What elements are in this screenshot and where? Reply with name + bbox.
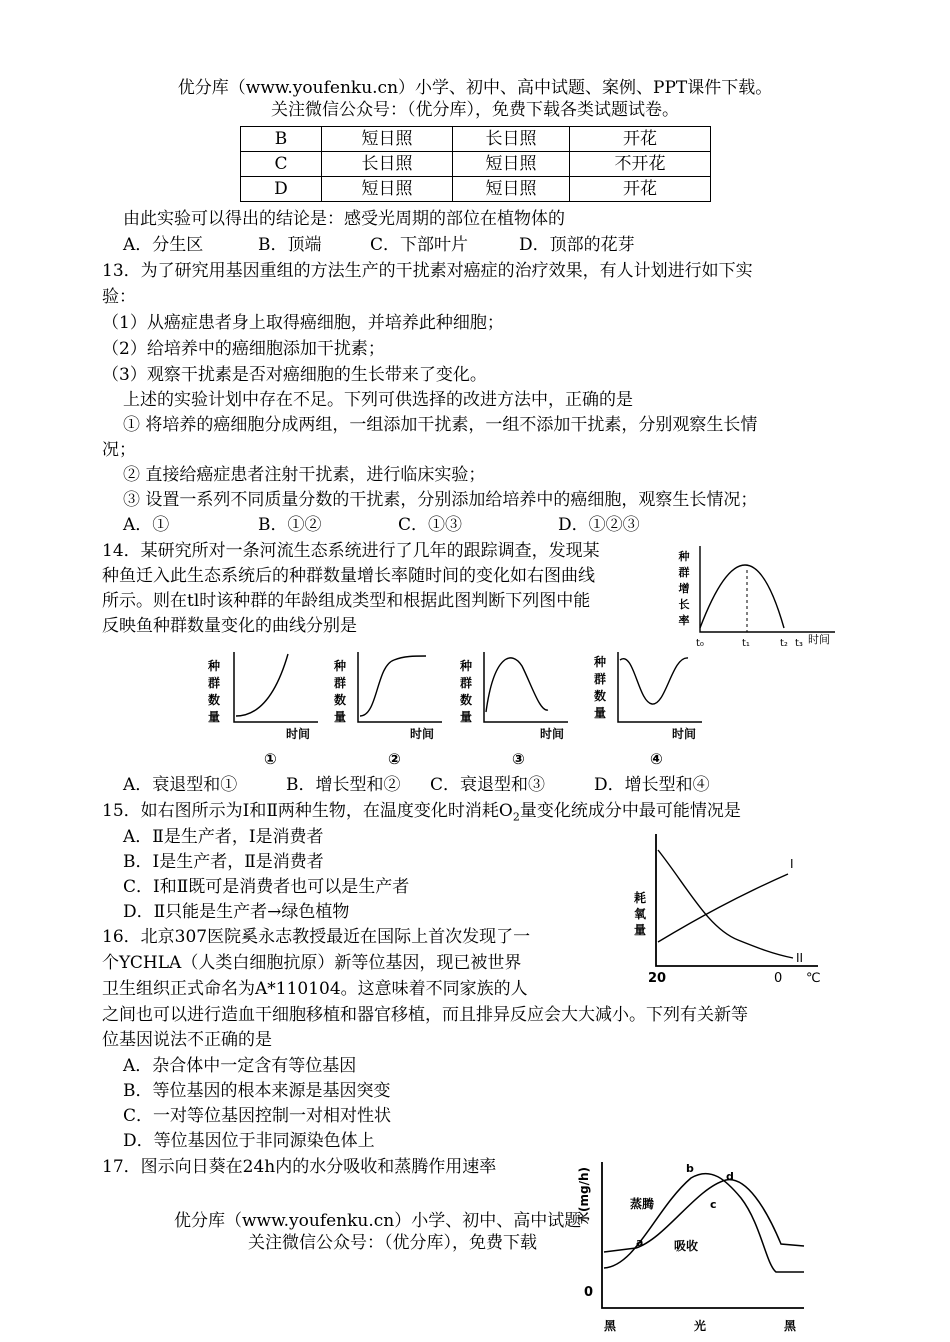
q13-option-b: B．①②: [258, 515, 322, 535]
pop-ylabel-char: 群: [333, 676, 347, 690]
q16-option-a: A．杂合体中一定含有等位基因: [123, 1056, 357, 1076]
q16-option-c: C．一对等位基因控制一对相对性状: [123, 1106, 392, 1126]
water-zero: 0: [584, 1285, 594, 1300]
rate-ylabel-char: 长: [678, 598, 690, 611]
header-line-1: 优分库（www.youfenku.cn）小学、初中、高中试题、案例、PPT课件下载。: [177, 78, 773, 98]
q12-option-d: D．顶部的花芽: [519, 235, 635, 255]
q16-option-b: B．等位基因的根本来源是基因突变: [123, 1081, 391, 1101]
pop-ylabel-char: 量: [459, 710, 473, 724]
q14-stem-4: 反映鱼种群数量变化的曲线分别是: [102, 616, 357, 636]
graph-axes: [358, 652, 442, 722]
o2-ylabel-char: 量: [633, 923, 647, 937]
pop-ylabel-char: 数: [593, 689, 607, 703]
q16-stem-1: 16．北京307医院奚永志教授最近在国际上首次发现了一: [102, 927, 531, 947]
q12-conclusion: 由此实验可以得出的结论是：感受光周期的部位在植物体的: [123, 209, 565, 229]
o2-x-right: 0: [774, 971, 783, 986]
q15-oxygen-graph: [628, 828, 828, 986]
q13-question: 上述的实验计划中存在不足。下列可供选择的改进方法中，正确的是: [123, 390, 633, 410]
pop-ylabel-char: 种: [333, 659, 347, 673]
o2-axes: [656, 834, 818, 966]
pop-ylabel-char: 数: [459, 693, 473, 707]
pop-ylabel-char: 数: [333, 693, 347, 707]
graph-axes: [484, 652, 568, 722]
pop-ylabel-char: 种: [459, 659, 473, 673]
table-row: [241, 177, 711, 202]
transpiration-label: 蒸腾: [630, 1197, 655, 1211]
graph-axes: [234, 652, 318, 722]
pop-ylabel-char: 种: [593, 655, 607, 669]
curve-1-label: I: [790, 857, 794, 871]
q16-stem-4: 之间也可以进行造血干细胞移植和器官移植，而且排异反应会大大减小。下列有关新等: [102, 1005, 748, 1025]
table-row: [241, 152, 711, 177]
q12-option-c: C．下部叶片: [370, 235, 469, 255]
point-b: b: [686, 1162, 694, 1175]
graph-number: ④: [650, 750, 663, 768]
graph-curve: [236, 654, 288, 716]
q15-stem-b: 量变化统成分中最可能情况是: [519, 801, 741, 821]
table-cell: 开花: [570, 177, 711, 202]
q14-stem-2: 种鱼迁入此生态系统后的种群数量增长率随时间的变化如右图曲线: [102, 566, 595, 586]
pop-ylabel-char: 群: [207, 676, 221, 690]
q14-population-graphs: [200, 646, 720, 770]
table-cell: B: [241, 127, 322, 152]
q16-option-d: D．等位基因位于非同源染色体上: [123, 1131, 375, 1151]
graph-curve: [360, 656, 426, 716]
experiment-table: [240, 126, 711, 202]
q15-stem: [102, 800, 741, 828]
q13-stem-2: 验：: [102, 287, 136, 307]
rate-tick: t₃: [795, 638, 803, 649]
rate-ylabel-char: 群: [678, 566, 690, 579]
rate-tick: t₁: [742, 638, 750, 649]
header-line-2: 关注微信公众号：（优分库），免费下载各类试题试卷。: [271, 100, 679, 120]
point-d: d: [726, 1170, 734, 1183]
table-cell: 长日照: [322, 152, 453, 177]
q13-option-c: C．①③: [398, 515, 463, 535]
table-cell: 短日照: [453, 177, 570, 202]
pop-xlabel: 时间: [672, 727, 697, 741]
q13-item-1a: ① 将培养的癌细胞分成两组，一组添加干扰素，一组不添加干扰素，分别观察生长情: [123, 415, 758, 435]
graph-number: ②: [388, 750, 401, 768]
pop-xlabel: 时间: [540, 727, 565, 741]
q13-stem-1: 13．为了研究用基因重组的方法生产的干扰素对癌症的治疗效果，有人计划进行如下实: [102, 261, 753, 281]
graph-axes: [618, 652, 702, 722]
pop-ylabel-char: 种: [207, 659, 221, 673]
water-x-label: 黑: [784, 1319, 797, 1333]
curve-2-label: II: [796, 951, 804, 965]
q13-step-1: （1）从癌症患者身上取得癌细胞，并培养此种细胞；: [102, 313, 504, 333]
q16-stem-2: 个YCHLA（人类白细胞抗原）新等位基因，现已被世界: [102, 953, 522, 973]
rate-tick: t₀: [696, 638, 704, 649]
rate-curve: [700, 565, 784, 628]
table-cell: D: [241, 177, 322, 202]
pop-ylabel-char: 群: [459, 676, 473, 690]
q13-item-3: ③ 设置一系列不同质量分数的干扰素，分别添加给培养中的癌细胞，观察生长情况；: [123, 490, 758, 510]
rate-axes: [700, 546, 835, 632]
graph-curve: [486, 658, 548, 712]
pop-ylabel-char: 数: [207, 693, 221, 707]
q15-option-c: C．Ⅰ和Ⅱ既可是消费者也可以是生产者: [123, 877, 410, 897]
graph-number: ①: [264, 750, 277, 768]
q13-step-2: （2）给培养中的癌细胞添加干扰素；: [102, 339, 385, 359]
q15-stem-a: 15．如右图所示为Ⅰ和Ⅱ两种生物，在温度变化时消耗O: [102, 801, 513, 821]
table-cell: C: [241, 152, 322, 177]
pop-ylabel-char: 量: [593, 706, 607, 720]
rate-ylabel-char: 率: [678, 614, 690, 627]
o2-ylabel-char: 氧: [633, 907, 647, 921]
footer-line-2: 关注微信公众号：（优分库），免费下载: [248, 1233, 537, 1253]
q15-option-a: A．Ⅱ是生产者，Ⅰ是消费者: [123, 827, 324, 847]
pop-ylabel-char: 量: [333, 710, 347, 724]
o2-ylabel-char: 耗: [633, 891, 647, 905]
q14-rate-graph: [670, 540, 840, 652]
absorption-curve: [604, 1180, 804, 1252]
table-cell: 短日照: [453, 152, 570, 177]
transpiration-curve: [604, 1174, 804, 1272]
o2-unit: ℃: [806, 971, 821, 986]
pop-ylabel-char: 群: [593, 672, 607, 686]
q14-option-b: B．增长型和②: [286, 775, 401, 795]
table-cell: 不开花: [570, 152, 711, 177]
rate-tick: t₂: [780, 638, 788, 649]
q13-option-a: A．①: [123, 515, 170, 535]
water-ylabel: 水(mg/h): [577, 1167, 591, 1224]
pop-xlabel: 时间: [410, 727, 435, 741]
q16-stem-5: 位基因说法不正确的是: [102, 1030, 272, 1050]
q14-option-c: C．衰退型和③: [430, 775, 546, 795]
q12-option-a: A．分生区: [123, 235, 204, 255]
o2-x-left: 20: [648, 971, 667, 986]
q15-stem-sub: 2: [512, 810, 520, 824]
water-x-label: 光: [694, 1319, 707, 1333]
q14-option-a: A．衰退型和①: [123, 775, 238, 795]
q14-stem-3: 所示。则在tl时该种群的年龄组成类型和根据此图判断下列图中能: [102, 591, 591, 611]
pop-xlabel: 时间: [286, 727, 311, 741]
q16-stem-3: 卫生组织正式命名为A*110104。这意味着不同家族的人: [102, 979, 528, 999]
population-graph-1: [207, 652, 318, 768]
population-graph-3: [459, 652, 568, 768]
rate-ylabel-char: 增: [678, 582, 690, 595]
q15-option-d: D．Ⅱ只能是生产者→绿色植物: [123, 902, 350, 922]
pop-ylabel-char: 量: [207, 710, 221, 724]
q13-item-1b: 况；: [102, 440, 136, 460]
population-graph-2: [333, 652, 442, 768]
q17-water-graph: [576, 1158, 816, 1338]
table-cell: 短日照: [322, 177, 453, 202]
population-graph-4: [593, 652, 702, 768]
graph-curve: [620, 658, 688, 704]
q12-option-b: B．顶端: [258, 235, 322, 255]
water-axes: [602, 1162, 804, 1308]
q13-item-2: ② 直接给癌症患者注射干扰素，进行临床实验；: [123, 465, 486, 485]
q14-option-d: D．增长型和④: [594, 775, 710, 795]
rate-ylabel-char: 种: [678, 550, 690, 563]
q17-stem: 17．图示向日葵在24h内的水分吸收和蒸腾作用速率: [102, 1157, 497, 1177]
footer-line-1: 优分库（www.youfenku.cn）小学、初中、高中试题: [174, 1211, 582, 1231]
point-c: c: [710, 1198, 717, 1211]
table-cell: 开花: [570, 127, 711, 152]
q13-step-3: （3）观察干扰素是否对癌细胞的生长带来了变化。: [102, 365, 487, 385]
absorption-label: 吸收: [674, 1239, 699, 1253]
q14-stem-1: 14．某研究所对一条河流生态系统进行了几年的跟踪调查，发现某: [102, 541, 600, 561]
graph-number: ③: [512, 750, 525, 768]
water-x-label: 黑: [604, 1319, 617, 1333]
point-a: a: [636, 1236, 644, 1249]
rate-xlabel: 时间: [808, 633, 830, 646]
table-cell: 短日照: [322, 127, 453, 152]
table-cell: 长日照: [453, 127, 570, 152]
table-row: [241, 127, 711, 152]
q15-option-b: B．Ⅰ是生产者，Ⅱ是消费者: [123, 852, 324, 872]
q13-option-d: D．①②③: [558, 515, 640, 535]
